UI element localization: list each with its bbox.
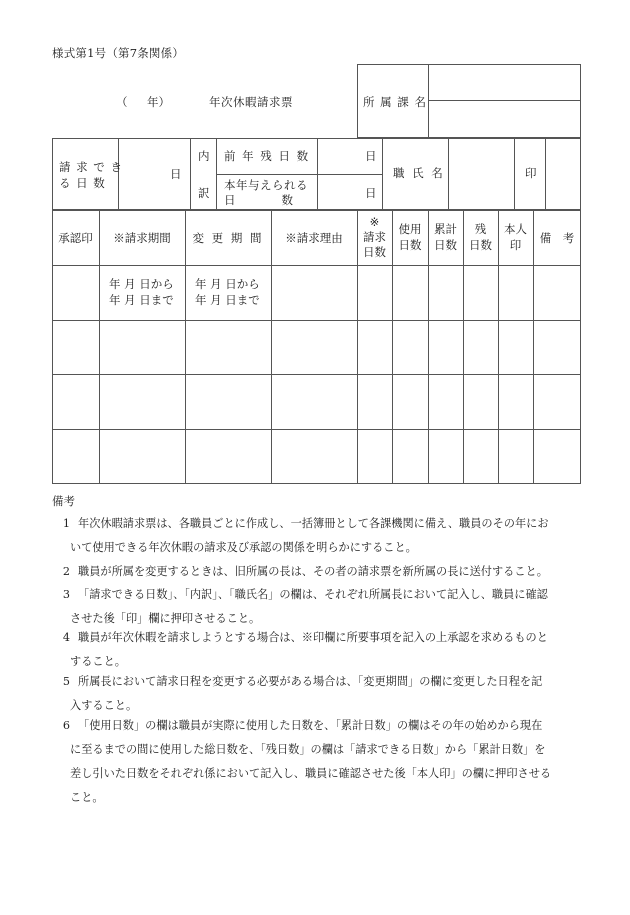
department-field-2[interactable] (430, 102, 579, 137)
name-field[interactable] (450, 140, 512, 208)
header-used-days: 使用 (398, 222, 422, 236)
table-row[interactable] (53, 321, 580, 373)
this-year-unit: 日 (365, 186, 377, 200)
header-remarks: 備 考 (539, 231, 575, 245)
header-request-period: ※請求期間 (113, 231, 171, 245)
header-approval-seal: 承認印 (58, 231, 93, 245)
header-request-reason: ※請求理由 (285, 231, 343, 245)
form-number: 様式第1号（第7条関係） (52, 46, 185, 60)
prev-year-days-field[interactable] (319, 140, 363, 172)
change-date-from: 年 月 日から (195, 277, 260, 291)
note-item: 5 所属長において請求日程を変更する必要がある場合は、「変更期間」の欄に変更した日程を記 入すること。 (62, 675, 543, 712)
header-self-seal: 本人 (504, 222, 527, 236)
header-self-seal-2: 印 (509, 238, 522, 252)
header-request-days: 請求 (363, 230, 386, 244)
this-year-days-field[interactable] (319, 176, 363, 208)
table-row[interactable] (53, 266, 580, 319)
seal-label: 印 (525, 166, 537, 180)
header-remaining-days-2: 日数 (469, 238, 492, 252)
requestable-days-label-2: る 日 数 (59, 176, 106, 190)
breakdown-label-2: 訳 (198, 186, 210, 200)
header-change-period: 変 更 期 間 (192, 231, 264, 245)
request-date-from: 年 月 日から (109, 277, 174, 291)
prev-year-unit: 日 (365, 149, 377, 163)
note-item: 2 職員が所属を変更するときは、旧所属の長は、その者の請求票を新所属の長に送付すること。 (62, 565, 548, 578)
header-cumulative-days: 累計 (434, 222, 457, 236)
this-year-label: 本年与えられる (224, 178, 308, 192)
header-request-days-mark: ※ (369, 215, 380, 229)
note-item: 3 「請求できる日数」、「内訳」、「職氏名」の欄は、それぞれ所属長において記入し、職員に確認 させた後「印」欄に押印させること。 (62, 588, 548, 625)
header-request-days-2: 日数 (363, 245, 386, 259)
header-used-days-2: 日数 (398, 238, 422, 252)
table-row[interactable] (53, 375, 580, 428)
note-item: 1 年次休暇請求票は、各職員ごとに作成し、一括簿冊として各課機関に備え、職員のその年にお いて使用できる年次休暇の請求及び承認の関係を明らかにすること。 (62, 517, 549, 554)
this-year-label-2: 日 数 (224, 193, 293, 207)
change-date-to: 年 月 日まで (195, 293, 260, 307)
breakdown-label-1: 内 (198, 149, 210, 163)
requestable-days-label: 請 求 で き (59, 160, 123, 174)
prev-year-label: 前 年 残 日 数 (224, 149, 310, 163)
page-title: 年次休暇請求票 (209, 95, 293, 109)
year-label: 年） (147, 95, 170, 109)
note-item: 4 職員が年次休暇を請求しようとする場合は、※印欄に所要事項を記入の上承認を求めるものと すること。 (62, 631, 548, 668)
table-row[interactable] (53, 430, 580, 483)
seal-field[interactable] (547, 140, 579, 208)
requestable-days-field[interactable] (120, 140, 168, 208)
requestable-days-unit: 日 (170, 167, 182, 181)
year-paren: （ (116, 95, 128, 109)
department-label: 所 属 課 名 (363, 95, 427, 109)
department-field-1[interactable] (430, 66, 579, 99)
note-item: 6 「使用日数」の欄は職員が実際に使用した日数を、「累計日数」の欄はその年の始めから現在 に至るまでの間に使用した総日数を、「残日数」の欄は「請求できる日数」から「累計日数」を 差し引いた日数をそれぞれ係において記入し、職員に確認させた後「本人印」の欄に押印させる こと。 (62, 719, 552, 804)
header-cumulative-days-2: 日数 (434, 238, 457, 252)
name-label: 職 氏 名 (393, 166, 445, 180)
header-remaining-days: 残 (474, 222, 487, 236)
notes-title: 備考 (52, 494, 75, 508)
request-date-to: 年 月 日まで (109, 293, 174, 307)
